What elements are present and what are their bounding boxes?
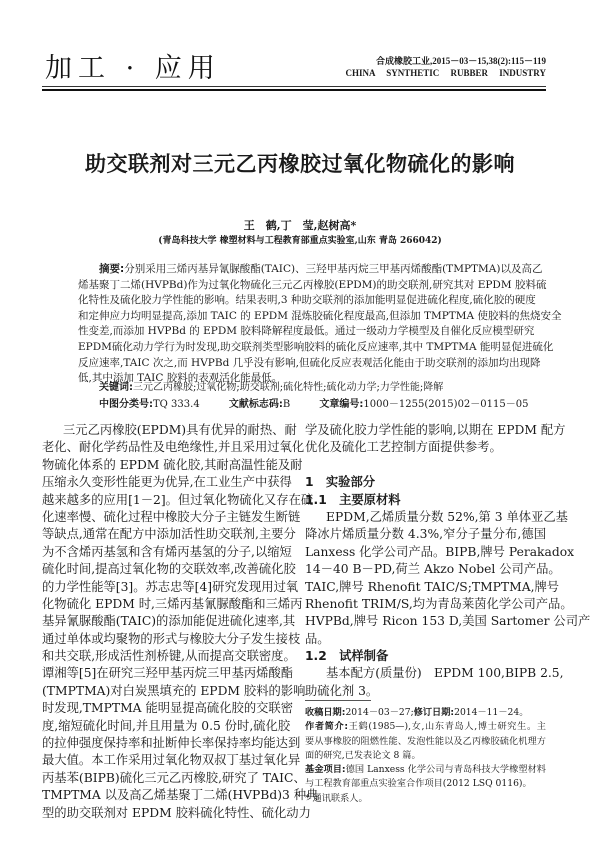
body-text-line: 优化及硫化工艺控制方面提供参考。 [305,440,502,455]
abstract-label: 摘要: [99,263,125,275]
doc-code-label: 文献标志码: [228,399,283,410]
body-text-line: 老化、耐化学药品性及电绝缘性,并且采用过氧化 [42,440,305,455]
body-text-line: 丙基苯(BIPB)硫化三元乙丙橡胶,研究了 TAIC、 [42,770,306,785]
body-text-line: 降冰片烯质量分数 4.3%,窄分子量分布,德国 [305,527,546,542]
body-text-line: 基异氰脲酸酯(TAIC)的添加能促进硫化速率,其 [42,614,296,629]
abstract-line: 化特性及硫化胶力学性能的影响。结果表明,3 种助交联剂的添加能明显促进硫化程度,硫化胶的硬度 [78,294,536,307]
body-text-line: EPDM,乙烯质量分数 52%,第 3 单体亚乙基 [326,509,568,524]
article-no-value: 1000－1255(2015)02－0115－05 [363,399,529,410]
body-text-line: 越来越多的应用[1－2]。但过氧化物硫化又存在硫 [42,492,314,507]
spacer [305,457,546,474]
body-text-line: 学及硫化胶力学性能的影响,以期在 EPDM 配方 [305,423,566,437]
abstract-line: 低,其中添加 TAIC 胶料的表观活化能最低。 [78,372,283,385]
author-bio-line [305,720,546,734]
revised-date: 2014－11－24。 [454,707,529,718]
bio-label: 作者简介: [305,721,349,733]
left-column [42,422,319,822]
subsection-heading: 1.2 试样制备 [305,649,389,664]
received-date: 2014－03－27; [345,707,414,718]
footnotes [305,706,546,806]
keywords-text: 三元乙丙橡胶;过氧化物;助交联剂;硫化特性;硫化动力学;力学性能;降解 [133,382,444,393]
journal-name: CHINA SYNTHETIC RUBBER INDUSTRY [345,68,546,78]
doc-code-value: B [282,399,291,410]
footnote-rule [305,700,371,701]
abstract-line: 反应速率,TAIC 次之,而 HVPBd 几乎没有影响,但硫化反应表观活化能由于助交联剂的添加均出现降 [78,356,541,369]
section-label: 加工 · 应用 [45,53,221,84]
body-text-line: 型的助交联剂对 EPDM 胶料硫化特性、硫化动力 [42,805,311,820]
body-text-line: 硫化时间,提高过氧化物的交联效率,改善硫化胶 [42,562,296,577]
fund-text: 德国 Lanxess 化学公司与青岛科技大学橡塑材料 [345,764,546,776]
body-text-line: 度,缩短硫化时间,并且用量为 0.5 份时,硫化胶 [42,718,291,733]
body-text-line: 压缩永久变形性能更为优异,在工业生产中获得 [42,475,292,490]
article-title: 助交联剂对三元乙丙橡胶过氧化物硫化的影响 [85,152,515,176]
authors: 王 鹤,丁 莹,赵树高* [243,219,357,232]
body-text-line: 助硫化剂 3。 [305,683,379,698]
header-rule-thin [42,86,546,87]
abstract [78,262,562,387]
fund-label: 基金项目: [305,764,346,776]
keywords-label: 关键词: [99,382,133,393]
body-text-line: 为不含烯丙基氢和含有烯丙基氢的分子,以缩短 [42,544,292,559]
abstract-line: 和定伸应力均明显提高,添加 TAIC 的 EPDM 混炼胶硫化程度最高,但添加 TMPTMA 使胶料的焦烧安全 [78,309,562,322]
keywords [99,378,443,393]
received-label: 收稿日期: [305,707,346,718]
body-text-line: 的拉伸强度保持率和扯断伸长率保持率均能达到 [42,736,301,751]
author-bio-line: 面的研究,已发表论文 8 篇。 [305,749,421,761]
abstract-line: 性变差,而添加 HVPBd 的 EPDM 胶料降解程度最低。通过一级动力学模型及自催化反应模型研究 [78,325,535,338]
article-no-label: 文章编号: [319,399,364,410]
footnote-dates [305,706,546,720]
body-text-line: TAIC,牌号 Rhenofit TAIC/S;TMPTMA,牌号 [305,579,560,594]
body-text-line: 三元乙丙橡胶(EPDM)具有优异的耐热、耐 [63,423,297,437]
abstract-line: 烯基聚丁二烯(HVPBd)作为过氧化物硫化三元乙丙橡胶(EPDM)的助交联剂,研究其对 EPDM 胶料硫 [78,278,547,291]
section-heading: 1 实验部分 [305,475,376,490]
right-column [305,422,591,700]
clc-value: TQ 333.4 [153,399,200,410]
fund-line: 与工程教育部重点实验室合作项目(2012 LSQ 0116)。 [305,778,532,790]
classification-info [99,395,554,410]
body-text-line: 和共交联,形成活性剂桥键,从而提高交联密度。 [42,649,296,664]
body-text-line: Rhenofit TRIM/S,均为青岛莱茵化学公司产品。 [305,596,573,611]
body-text-line: 最大值。本工作采用过氧化物双叔丁基过氧化异 [42,753,301,768]
body-text-line: HVPBd,牌号 Ricon 153 D,美国 Sartomer 公司产 [305,614,591,629]
abstract-line-text: 分别采用三烯丙基异氰脲酸酯(TAIC)、三羟甲基丙烷三甲基丙烯酸酯(TMPTMA)以及高乙 [124,263,543,275]
body-text-line: Lanxess 化学公司产品。BIPB,牌号 Perakadox [305,544,575,559]
clc-label: 中图分类号: [99,399,153,410]
body-text-line: 时发现,TMPTMA 能明显提高硫化胶的交联密 [42,701,294,716]
corresponding-author-note: * 通讯联系人。 [305,792,368,804]
abstract-line: EPDM硫化动力学行为时发现,助交联剂类型影响胶料的硫化反应速率,其中 TMPTMA 能明显促进硫化 [78,340,554,353]
affiliation: (青岛科技大学 橡塑材料与工程教育部重点实验室,山东 青岛 266042) [158,236,442,246]
body-text-line: 基本配方(质量份) EPDM 100,BIPB 2.5, [326,666,564,681]
revised-label: 修订日期: [413,707,455,718]
body-text-line: 化速率慢、硫化过程中橡胶大分子主链发生断链 [42,509,301,524]
bio-text: 王鹤(1985—),女,山东青岛人,博士研究生。主 [348,721,546,733]
body-text-line: 物硫化体系的 EPDM 硫化胶,其耐高温性能及耐 [42,457,303,472]
header-rule-thick [42,89,546,91]
body-text-line: TMPTMA 以及高乙烯基聚丁二烯(HVPBd)3 种典 [42,788,319,803]
body-text-line: 14－40 B－PD,荷兰 Akzo Nobel 公司产品。 [305,562,561,577]
author-bio-line: 要从事橡胶的阻燃性能、发泡性能以及乙丙橡胶硫化机理方 [305,735,546,747]
body-text-line: 等缺点,通常在配方中添加活性助交联剂,主要分 [42,527,296,542]
journal-citation: 合成橡胶工业,2015－03－15,38(2):115－119 [376,56,546,66]
body-text-line: 的力学性能等[3]。苏志忠等[4]研究发现用过氧 [42,579,299,594]
body-text-line: 品。 [305,631,330,646]
body-text-line: 化物硫化 EPDM 时,三烯丙基氰脲酸酯和三烯丙 [42,596,303,611]
fund-line [305,763,546,777]
body-text-line: (TMPTMA)对白炭黑填充的 EPDM 胶料的影响 [42,683,306,698]
abstract-line [78,262,543,278]
subsection-heading: 1.1 主要原材料 [305,492,401,507]
body-text-line: 谭湘等[5]在研究三羟甲基丙烷三甲基丙烯酸酯 [42,666,294,681]
body-text-line: 通过单体或均聚物的形式与橡胶大分子发生接枝 [42,631,301,646]
